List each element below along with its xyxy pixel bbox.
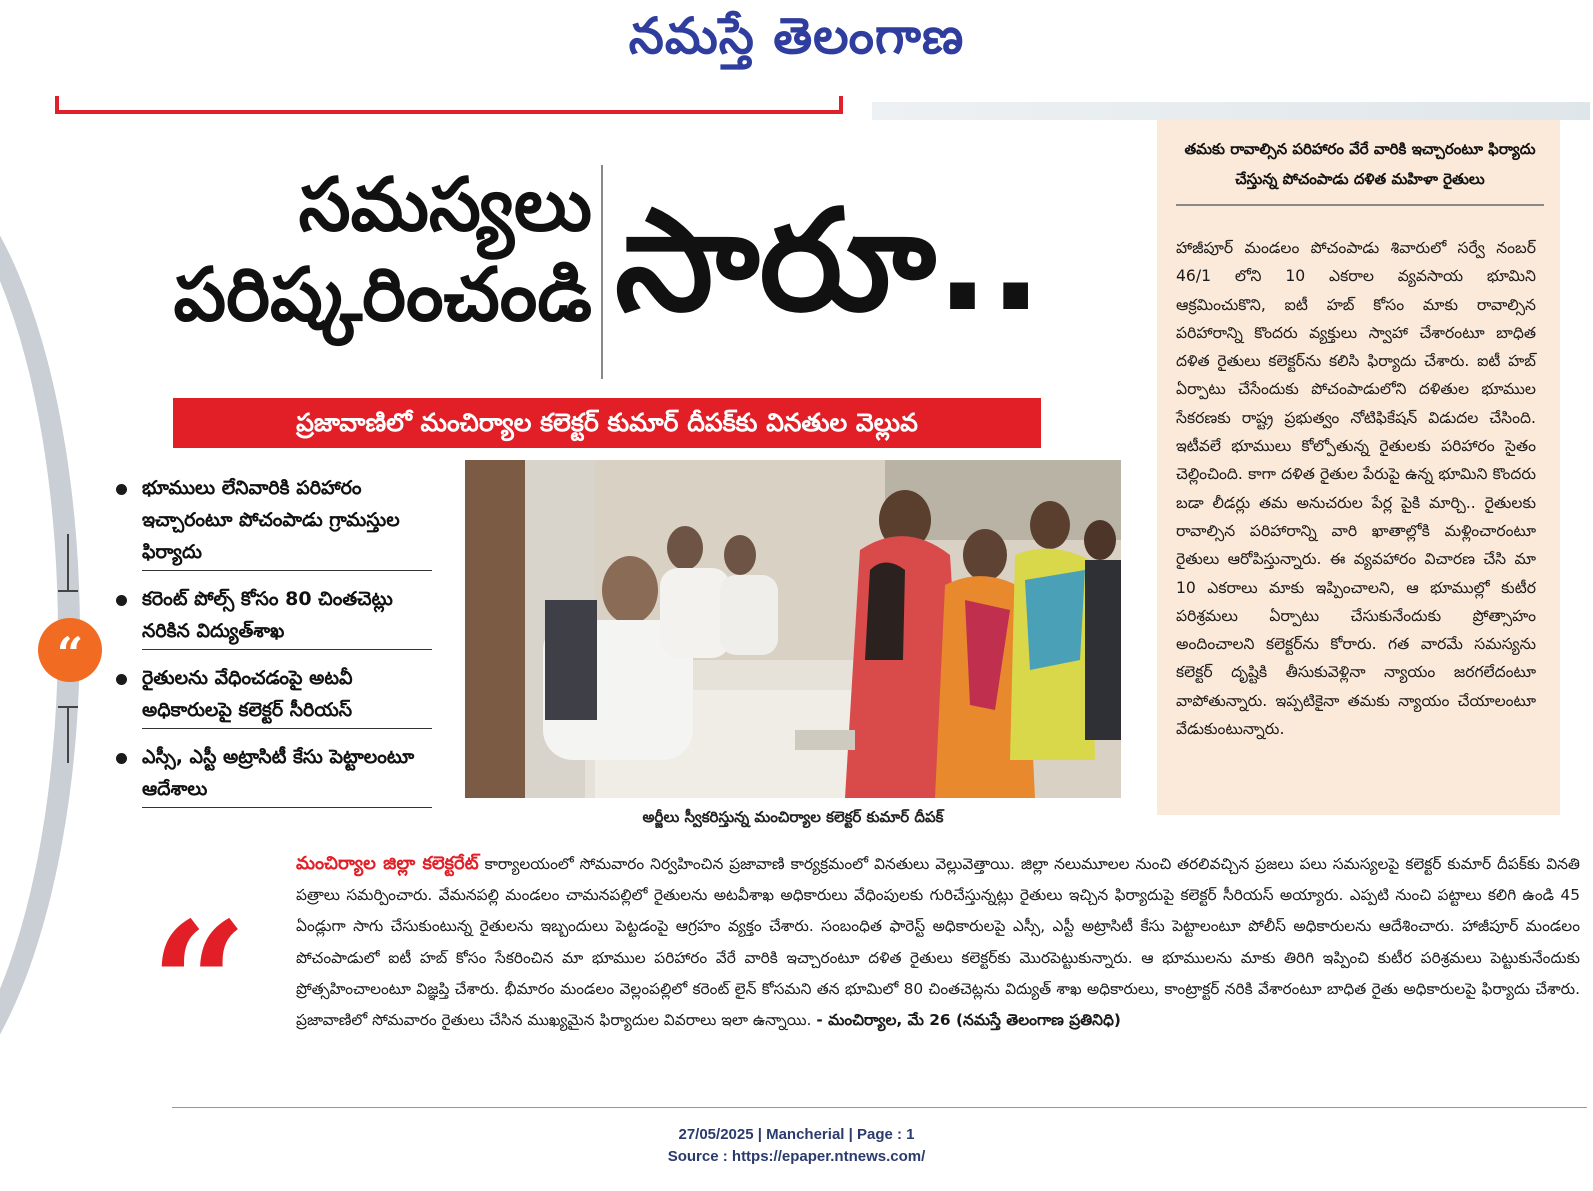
quote-connector-top <box>67 534 69 591</box>
headline-left <box>52 160 592 340</box>
footer-source: Source : https://epaper.ntnews.com/ <box>667 1148 926 1165</box>
photo-caption: అర్జీలు స్వీకరిస్తున్న మంచిర్యాల కలెక్టర్ కుమార్ దీపక్ <box>642 808 944 826</box>
bullet-item <box>112 741 432 808</box>
highlight-bullets <box>112 472 432 820</box>
article-lead: మంచిర్యాల జిల్లా కలెక్టరేట్ <box>296 853 479 874</box>
bullet-text: ఎస్సీ, ఎస్టీ అట్రాసిటీ కేసు పెట్టాలంటూ ఆదేశాలు <box>142 741 432 808</box>
headline-left-line1: సమస్యలు <box>298 162 592 248</box>
sidebar-heading: తమకు రావాల్సిన పరిహారం వేరే వారికి ఇచ్చారంటూ ఫిర్యాదు చేస్తున్న పోచంపాడు దళిత మహిళా రైతులు <box>1176 134 1544 206</box>
bullet-text: కరెంట్ పోల్స్ కోసం 80 చింతచెట్లు నరికిన విద్యుత్‌శాఖ <box>142 583 432 650</box>
quote-icon: “ <box>38 618 102 682</box>
article-text: కార్యాలయంలో సోమవారం నిర్వహించిన ప్రజావాణి కార్యక్రమంలో వినతులు వెల్లువెత్తాయి. జిల్లా నలుమూలల నుంచి తరలివచ్చిన ప్రజలు పలు సమస్యలపై కలెక్టర్ కుమార్ దీపక్‌కు వినతి పత్రాలు సమర్పించారు. వేమనపల్లి మండలం చామనపల్లిలో రైతులను అటవీశాఖ అధికారులు వేధింపులకు గురిచేస్తున్నట్లు రైతులు ఇచ్చిన ఫిర్యాదుపై కలెక్టర్ సీరియస్ అయ్యారు. ఎప్పటి నుంచి పట్టాలు కలిగి ఉండి 45 ఏండ్లుగా సాగు చేసుకుంటున్న రైతులను ఇబ్బందులు పెట్టడంపై ఆగ్రహం వ్యక్తం చేశారు. సంబంధిత ఫారెస్ట్ అధికారులపై ఎస్సీ, ఎస్టీ అట్రాసిటీ కేసు పెట్టాలంటూ పోలీస్ అధికారులను ఆదేశించారు. హాజీపూర్ మండలం పోచంపాడులో ఐటీ హబ్ కోసం సేకరించిన మా భూముల పరిహారం వేరే వారికి ఇచ్చారంటూ దళిత రైతులు కలెక్టర్‌కు మొరపెట్టుకున్నారు. ఆ భూములను మాకు తిరిగి ఇప్పించి కుటీర పరిశ్రమలు పెట్టుకునేందుకు ప్రోత్సహించాలంటూ విజ్ఞప్తి చేశారు. భీమారం మండలం వెల్లంపల్లిలో కరెంట్ లైన్ కోసమని తన భూమిలో 80 చింతచెట్లను విద్యుత్ శాఖ అధికారులు, కాంట్రాక్టర్ నరికి వేశారంటూ బాధిత రైతు అధికారులపై ఫిర్యాదు చేశారు. ప్రజావాణిలో సోమవారం రైతులు చేసిన ముఖ్యమైన ఫిర్యాదుల వివరాలు ఇలా ఉన్నాయి. <box>296 855 1580 1030</box>
bullet-item <box>112 472 432 571</box>
subheadline-banner: ప్రజావాణిలో మంచిర్యాల కలెక్టర్ కుమార్ దీపక్‌కు వినతుల వెల్లువ <box>173 398 1041 448</box>
photo-illustration <box>465 460 1121 798</box>
bullet-text: రైతులను వేధించడంపై అటవీ అధికారులపై కలెక్టర్ సీరియస్ <box>142 662 432 729</box>
quote-connector-bottom <box>67 706 69 763</box>
bottom-rule <box>172 1107 1587 1108</box>
article-dateline: - మంచిర్యాల, మే 26 (నమస్తే తెలంగాణ ప్రతినిధి) <box>816 1011 1121 1030</box>
headline-right: సారూ.. <box>615 180 1043 343</box>
footer <box>0 1124 1593 1168</box>
bullet-text: భూములు లేనివారికి పరిహారం ఇచ్చారంటూ పోచంపాడు గ్రామస్తుల ఫిర్యాదు <box>142 472 432 571</box>
article-body <box>296 848 1580 1036</box>
news-photo <box>465 460 1121 798</box>
headline-left-line2: పరిష్కరించండి <box>173 252 592 338</box>
bullet-item <box>112 662 432 729</box>
top-red-frame <box>55 96 843 114</box>
masthead-title: నమస్తే తెలంగాణ <box>628 6 965 65</box>
quote-tick-top <box>58 590 78 592</box>
headline-divider <box>601 165 603 379</box>
bullet-item <box>112 583 432 650</box>
sidebar-body: హాజీపూర్ మండలం పోచంపాడు శివారులో సర్వే నంబర్ 46/1 లోని 10 ఎకరాల వ్యవసాయ భూమిని ఆక్రమించుకొని, ఐటీ హబ్ కోసం మాకు రావాల్సిన పరిహారాన్ని కొందరు వ్యక్తులు స్వాహా చేశారంటూ బాధిత దళిత రైతులు కలెక్టర్‌ను కలిసి ఫిర్యాదు చేశారు. ఐటీ హబ్ ఏర్పాటు చేసేందుకు పోచంపాడులోని దళితుల భూముల సేకరణకు రాష్ట్ర ప్రభుత్వం నోటిఫికేషన్ విడుదల చేసింది. ఇటీవలే భూములు కోల్పోతున్న రైతులకు పరిహారం సైతం చెల్లించింది. కాగా దళిత రైతుల పేరుపై ఉన్న భూమిని కొందరు బడా లీడర్లు తమ అనుచరుల పేర్ల పైకి మార్చి.. రైతులకు రావాల్సిన పరిహారాన్ని వారి ఖాతాల్లోకి మళ్లించారంటూ రైతులు ఆరోపిస్తున్నారు. ఈ వ్యవహారం విచారణ చేసి మా 10 ఎకరాలు మాకు ఇప్పించాలని, ఆ భూముల్లో కుటీర పరిశ్రమలు ఏర్పాటు చేసుకునేందుకు ప్రోత్సాహం అందించాలని కలెక్టర్‌ను కోరారు. గత వారమే సమస్యను కలెక్టర్ దృష్టికి తీసుకువెళ్లినా న్యాయం జరగలేదంటూ వాపోతున్నారు. ఇప్పటికైనా తమకు న్యాయం చేయాలంటూ వేడుకుంటున్నారు. <box>1176 239 1536 739</box>
footer-date-page: 27/05/2025 | Mancherial | Page : 1 <box>678 1126 915 1143</box>
top-right-strip <box>872 102 1590 120</box>
big-quote-mark: “ <box>150 885 248 1085</box>
